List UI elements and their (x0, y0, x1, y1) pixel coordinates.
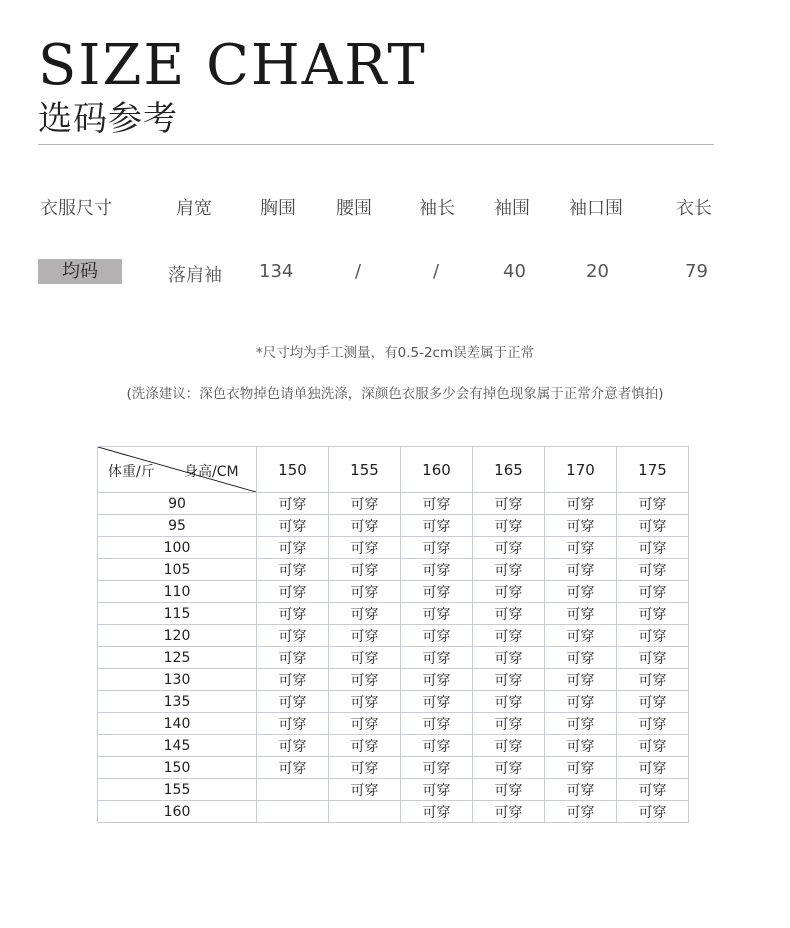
fit-cell: 可穿 (401, 757, 473, 779)
fit-cell: 可穿 (545, 669, 617, 691)
fit-cell: 可穿 (329, 581, 401, 603)
table-row (98, 625, 689, 647)
fit-table-header-row (98, 447, 689, 493)
fit-cell: 可穿 (545, 691, 617, 713)
fit-cell: 可穿 (473, 581, 545, 603)
fit-cell: 可穿 (545, 581, 617, 603)
header-shoulder: 肩宽 (176, 198, 212, 219)
fit-cell: 可穿 (617, 757, 689, 779)
fit-cell: 可穿 (401, 713, 473, 735)
fit-cell: 可穿 (401, 625, 473, 647)
fit-cell: 可穿 (545, 559, 617, 581)
table-row (98, 691, 689, 713)
fit-cell: 可穿 (473, 537, 545, 559)
title-divider (38, 144, 714, 145)
weight-cell: 125 (98, 647, 257, 669)
fit-cell: 可穿 (617, 559, 689, 581)
fit-cell: 可穿 (401, 603, 473, 625)
fit-cell: 可穿 (257, 625, 329, 647)
fit-cell: 可穿 (257, 691, 329, 713)
weight-cell: 150 (98, 757, 257, 779)
fit-cell: 可穿 (545, 603, 617, 625)
fit-cell: 可穿 (545, 537, 617, 559)
header-length: 衣长 (676, 198, 712, 219)
fit-cell: 可穿 (329, 713, 401, 735)
fit-cell: 可穿 (545, 515, 617, 537)
fit-cell: 可穿 (473, 713, 545, 735)
fit-cell: 可穿 (401, 669, 473, 691)
weight-cell: 120 (98, 625, 257, 647)
fit-cell: 可穿 (617, 625, 689, 647)
table-row (98, 647, 689, 669)
fit-cell: 可穿 (617, 581, 689, 603)
table-row (98, 559, 689, 581)
fit-cell: 可穿 (401, 801, 473, 823)
header-waist: 腰围 (336, 198, 372, 219)
header-chest: 胸围 (260, 198, 296, 219)
table-row (98, 669, 689, 691)
fit-cell: 可穿 (473, 669, 545, 691)
fit-cell: 可穿 (401, 647, 473, 669)
fit-cell: 可穿 (401, 735, 473, 757)
fit-cell: 可穿 (401, 559, 473, 581)
fit-cell: 可穿 (257, 537, 329, 559)
weight-cell: 90 (98, 493, 257, 515)
weight-cell: 145 (98, 735, 257, 757)
fit-cell: 可穿 (545, 713, 617, 735)
fit-cell: 可穿 (545, 779, 617, 801)
size-badge: 均码 (38, 259, 122, 284)
corner-height-label: 身高/CM (184, 464, 239, 480)
fit-table-corner (98, 447, 257, 493)
value-cuff: 20 (586, 261, 609, 282)
value-length: 79 (685, 261, 708, 282)
fit-cell: 可穿 (329, 625, 401, 647)
fit-cell: 可穿 (257, 735, 329, 757)
fit-cell: 可穿 (473, 647, 545, 669)
fit-cell: 可穿 (473, 493, 545, 515)
weight-cell: 135 (98, 691, 257, 713)
fit-cell: 可穿 (617, 735, 689, 757)
weight-cell: 115 (98, 603, 257, 625)
fit-cell: 可穿 (617, 603, 689, 625)
fit-cell: 可穿 (545, 493, 617, 515)
table-row (98, 581, 689, 603)
value-waist: / (355, 261, 362, 282)
height-header: 160 (401, 447, 473, 493)
fit-cell: 可穿 (473, 515, 545, 537)
fit-cell: 可穿 (329, 647, 401, 669)
fit-cell: 可穿 (617, 691, 689, 713)
value-sleeve-width: 40 (503, 261, 526, 282)
fit-cell: 可穿 (329, 669, 401, 691)
weight-cell: 140 (98, 713, 257, 735)
weight-cell: 160 (98, 801, 257, 823)
height-header: 155 (329, 447, 401, 493)
fit-cell: 可穿 (329, 493, 401, 515)
fit-cell: 可穿 (257, 493, 329, 515)
value-chest: 134 (259, 261, 294, 282)
fit-cell: 可穿 (257, 559, 329, 581)
page-title: SIZE CHART (38, 33, 427, 98)
fit-cell: 可穿 (329, 779, 401, 801)
measure-note: *尺寸均为手工测量，有0.5-2cm误差属于正常 (255, 345, 535, 361)
weight-cell: 155 (98, 779, 257, 801)
fit-cell: 可穿 (617, 669, 689, 691)
fit-cell: 可穿 (617, 779, 689, 801)
fit-cell: 可穿 (401, 515, 473, 537)
wash-note: (洗涤建议：深色衣物掉色请单独洗涤，深颜色衣服多少会有掉色现象属于正常介意者慎拍) (126, 386, 664, 402)
weight-cell: 105 (98, 559, 257, 581)
fit-cell: 可穿 (473, 691, 545, 713)
fit-cell: 可穿 (473, 801, 545, 823)
fit-cell: 可穿 (401, 537, 473, 559)
height-header: 175 (617, 447, 689, 493)
fit-cell: 可穿 (545, 757, 617, 779)
page-subtitle: 选码参考 (38, 99, 178, 139)
fit-cell: 可穿 (329, 735, 401, 757)
fit-cell: 可穿 (617, 537, 689, 559)
fit-cell: 可穿 (329, 691, 401, 713)
fit-cell: 可穿 (401, 779, 473, 801)
fit-table (97, 446, 689, 823)
fit-cell (329, 801, 401, 823)
fit-cell: 可穿 (257, 515, 329, 537)
table-row (98, 735, 689, 757)
fit-cell: 可穿 (473, 779, 545, 801)
fit-cell: 可穿 (257, 603, 329, 625)
fit-cell: 可穿 (473, 757, 545, 779)
fit-cell: 可穿 (473, 559, 545, 581)
fit-cell: 可穿 (545, 735, 617, 757)
height-header: 150 (257, 447, 329, 493)
fit-cell: 可穿 (617, 515, 689, 537)
fit-cell: 可穿 (473, 603, 545, 625)
table-row (98, 713, 689, 735)
table-row (98, 493, 689, 515)
fit-cell: 可穿 (329, 559, 401, 581)
table-row (98, 537, 689, 559)
table-row (98, 801, 689, 823)
weight-cell: 100 (98, 537, 257, 559)
fit-cell: 可穿 (329, 603, 401, 625)
fit-cell: 可穿 (401, 493, 473, 515)
table-row (98, 515, 689, 537)
header-sleeve-length: 袖长 (419, 198, 455, 219)
weight-cell: 110 (98, 581, 257, 603)
header-sleeve-width: 袖围 (494, 198, 530, 219)
table-row (98, 779, 689, 801)
height-header: 165 (473, 447, 545, 493)
header-size: 衣服尺寸 (40, 198, 112, 219)
height-header: 170 (545, 447, 617, 493)
fit-cell: 可穿 (401, 581, 473, 603)
fit-cell: 可穿 (617, 801, 689, 823)
fit-cell: 可穿 (545, 625, 617, 647)
fit-cell: 可穿 (617, 647, 689, 669)
fit-cell: 可穿 (401, 691, 473, 713)
fit-cell: 可穿 (329, 757, 401, 779)
fit-cell: 可穿 (473, 735, 545, 757)
fit-cell: 可穿 (473, 625, 545, 647)
fit-cell: 可穿 (329, 537, 401, 559)
fit-cell: 可穿 (257, 581, 329, 603)
fit-cell: 可穿 (617, 713, 689, 735)
header-cuff: 袖口围 (569, 198, 623, 219)
fit-cell: 可穿 (329, 515, 401, 537)
fit-cell: 可穿 (545, 801, 617, 823)
table-row (98, 603, 689, 625)
fit-cell: 可穿 (257, 713, 329, 735)
table-row (98, 757, 689, 779)
value-sleeve-length: / (433, 261, 440, 282)
fit-cell (257, 779, 329, 801)
fit-cell: 可穿 (545, 647, 617, 669)
fit-cell: 可穿 (257, 647, 329, 669)
fit-cell: 可穿 (257, 669, 329, 691)
value-shoulder: 落肩袖 (168, 265, 222, 286)
fit-cell: 可穿 (257, 757, 329, 779)
fit-cell: 可穿 (617, 493, 689, 515)
weight-cell: 130 (98, 669, 257, 691)
weight-cell: 95 (98, 515, 257, 537)
fit-cell (257, 801, 329, 823)
corner-weight-label: 体重/斤 (108, 464, 155, 480)
